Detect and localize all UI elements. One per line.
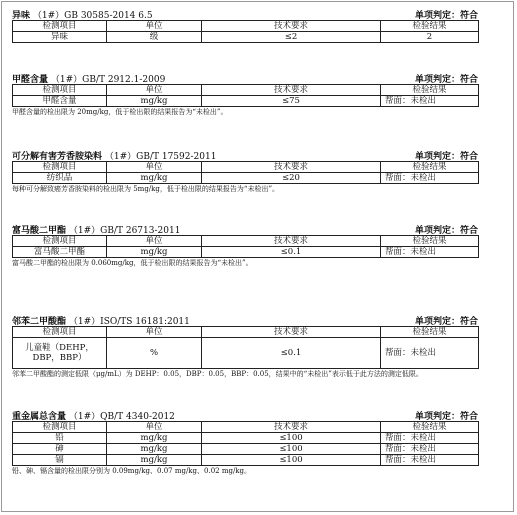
table-cell: ≤75 — [202, 96, 381, 107]
detection-limit-note: 甲醛含量的检出限为 20mg/kg，低于检出限的结果报告为“未检出”。 — [12, 108, 228, 116]
table-cell: ≤100 — [202, 455, 381, 466]
column-header: 检测项目 — [13, 21, 107, 32]
column-header: 检测项目 — [13, 422, 107, 433]
table-row — [13, 96, 479, 107]
detection-limit-note: 富马酸二甲酯的检出限为 0.060mg/kg，低于检出限的结果报告为“未检出”。 — [12, 259, 253, 267]
verdict-label: 单项判定：符合 — [414, 317, 478, 327]
result-table — [12, 235, 479, 258]
section-header — [12, 312, 478, 327]
table-cell: mg/kg — [107, 96, 202, 107]
table-cell: 帮面：未检出 — [381, 247, 479, 258]
column-header: 检验结果 — [381, 422, 479, 433]
test-standard: （1#）GB 30585-2014 6.5 — [32, 11, 153, 21]
test-standard: （1#）GB/T 26713-2011 — [68, 226, 181, 236]
table-row — [13, 433, 479, 444]
test-section — [12, 147, 478, 194]
table-cell: 纺织品 — [13, 173, 107, 184]
table-cell: ≤0.1 — [202, 247, 381, 258]
table-cell: mg/kg — [107, 173, 202, 184]
table-row — [13, 173, 479, 184]
detection-limit-note: 铅、砷、镉含量的检出限分别为 0.09mg/kg、0.07 mg/kg、0.02 mg/kg。 — [12, 467, 252, 475]
table-cell: ≤100 — [202, 444, 381, 455]
column-header: 检验结果 — [381, 85, 479, 96]
test-name: 可分解有害芳香胺染料 — [12, 152, 103, 162]
test-name: 甲醛含量 — [12, 75, 49, 85]
test-standard: （1#）GB/T 17592-2011 — [104, 152, 217, 162]
table-header-row — [13, 85, 479, 96]
table-row — [13, 32, 479, 43]
column-header: 技术要求 — [202, 21, 381, 32]
table-cell: mg/kg — [107, 247, 202, 258]
table-cell: 帮面：未检出 — [381, 433, 479, 444]
table-cell: 砷 — [13, 444, 107, 455]
column-header: 单位 — [107, 236, 202, 247]
section-title — [12, 8, 153, 21]
table-cell: 帮面：未检出 — [381, 455, 479, 466]
column-header: 检测项目 — [13, 85, 107, 96]
column-header: 技术要求 — [202, 85, 381, 96]
column-header: 技术要求 — [202, 162, 381, 173]
table-header-row — [13, 21, 479, 32]
verdict-label: 单项判定：符合 — [414, 412, 478, 422]
column-header: 单位 — [107, 85, 202, 96]
table-row — [13, 247, 479, 258]
section-header — [12, 147, 478, 162]
table-cell: 镉 — [13, 455, 107, 466]
column-header: 技术要求 — [202, 236, 381, 247]
column-header: 技术要求 — [202, 327, 381, 338]
table-cell: 帮面：未检出 — [381, 444, 479, 455]
section-title — [12, 72, 165, 85]
column-header: 检测项目 — [13, 162, 107, 173]
column-header: 单位 — [107, 327, 202, 338]
table-row — [13, 338, 479, 369]
test-name: 异味 — [12, 11, 31, 21]
test-standard: （1#）QB/T 4340-2012 — [68, 412, 175, 422]
table-cell: 甲醛含量 — [13, 96, 107, 107]
column-header: 单位 — [107, 162, 202, 173]
table-cell: 帮面：未检出 — [381, 338, 479, 369]
section-header — [12, 407, 478, 422]
result-table — [12, 20, 479, 43]
table-cell: mg/kg — [107, 433, 202, 444]
table-cell: 富马酸二甲酯 — [13, 247, 107, 258]
section-title — [12, 149, 216, 162]
section-title — [12, 314, 190, 327]
verdict-label: 单项判定：符合 — [414, 152, 478, 162]
verdict-label: 单项判定：符合 — [414, 226, 478, 236]
test-section — [12, 221, 478, 268]
table-cell: 铅 — [13, 433, 107, 444]
result-table — [12, 84, 479, 107]
detection-limit-note: 邻苯二甲酸酯的测定低限（μg/mL）为 DEHP：0.05，DBP：0.05，BBP：0.05，结果中的“未检出”表示低于此方法的测定低限。 — [12, 370, 423, 378]
table-cell: mg/kg — [107, 444, 202, 455]
table-cell: 2 — [381, 32, 479, 43]
section-title — [12, 409, 175, 422]
column-header: 单位 — [107, 21, 202, 32]
test-section — [12, 407, 478, 476]
column-header: 技术要求 — [202, 422, 381, 433]
table-cell: ≤20 — [202, 173, 381, 184]
test-section — [12, 6, 478, 43]
test-name: 重金属总含量 — [12, 412, 67, 422]
table-row — [13, 444, 479, 455]
test-name: 邻苯二甲酸酯 — [12, 317, 67, 327]
table-cell: 帮面：未检出 — [381, 173, 479, 184]
table-header-row — [13, 162, 479, 173]
table-cell: % — [107, 338, 202, 369]
table-header-row — [13, 327, 479, 338]
column-header: 检验结果 — [381, 236, 479, 247]
table-cell: ≤0.1 — [202, 338, 381, 369]
result-table — [12, 326, 479, 369]
table-row — [13, 455, 479, 466]
section-title — [12, 223, 180, 236]
section-header — [12, 6, 478, 21]
test-name: 富马酸二甲酯 — [12, 226, 67, 236]
column-header: 检验结果 — [381, 162, 479, 173]
table-cell: mg/kg — [107, 455, 202, 466]
column-header: 检验结果 — [381, 21, 479, 32]
table-cell: 儿童鞋（DEHP，DBP，BBP） — [13, 338, 107, 369]
section-header — [12, 70, 478, 85]
test-standard: （1#）ISO/TS 16181:2011 — [68, 317, 190, 327]
table-cell: 帮面：未检出 — [381, 96, 479, 107]
verdict-label: 单项判定：符合 — [414, 75, 478, 85]
result-table — [12, 421, 479, 466]
section-header — [12, 221, 478, 236]
table-cell: ≤2 — [202, 32, 381, 43]
table-cell: ≤100 — [202, 433, 381, 444]
column-header: 检测项目 — [13, 236, 107, 247]
column-header: 单位 — [107, 422, 202, 433]
table-header-row — [13, 236, 479, 247]
test-section — [12, 312, 478, 379]
table-cell: 级 — [107, 32, 202, 43]
result-table — [12, 161, 479, 184]
table-cell: 异味 — [13, 32, 107, 43]
column-header: 检测项目 — [13, 327, 107, 338]
detection-limit-note: 每种可分解致癌芳香胺染料的检出限为 5mg/kg，低于检出限的结果报告为“未检出”。 — [12, 185, 280, 193]
test-standard: （1#）GB/T 2912.1-2009 — [50, 75, 166, 85]
table-header-row — [13, 422, 479, 433]
verdict-label: 单项判定：符合 — [414, 11, 478, 21]
test-section — [12, 70, 478, 117]
column-header: 检验结果 — [381, 327, 479, 338]
